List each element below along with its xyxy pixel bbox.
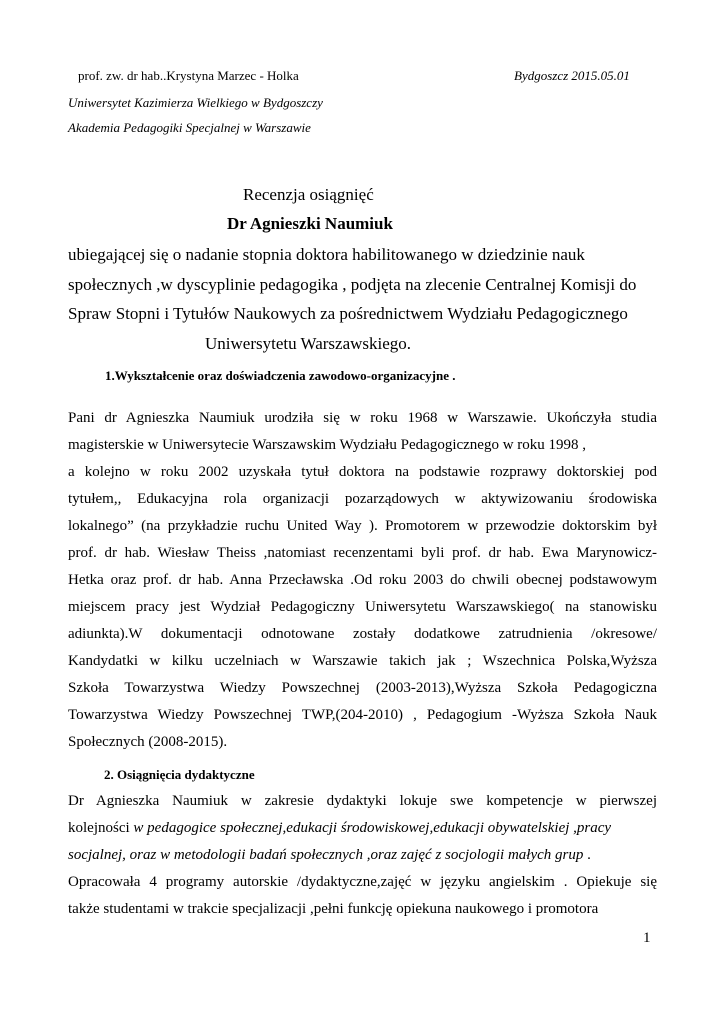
paragraph-line (68, 847, 591, 864)
italic-text: w pedagogice społecznej,edukacji środowiskowej,edukacji obywatelskiej ,pracy (133, 820, 612, 836)
paragraph-line: także studentami w trakcie specjalizacji ,pełni funkcję opiekuna naukowego i promotora (68, 901, 599, 917)
paragraph-line (68, 820, 611, 837)
title-line-2: Dr Agnieszki Naumiuk (227, 214, 393, 233)
paragraph-line: magisterskie w Uniwersytecie Warszawskim Wydziału Pedagogicznego w roku 1998 , (68, 437, 587, 453)
author-name: prof. zw. dr hab..Krystyna Marzec - Holka (78, 68, 299, 83)
paragraph-line: prof. dr hab. Wiesław Theiss ,natomiast recenzentami byli prof. dr hab. Ewa Marynowicz- (68, 545, 657, 561)
text-span: . (583, 847, 591, 863)
place-date: Bydgoszcz 2015.05.01 (514, 68, 630, 83)
paragraph-line: Opracowała 4 programy autorskie /dydaktyczne,zajęć w języku angielskim . Opiekuje się (68, 874, 657, 890)
text-span: kolejności (68, 820, 134, 836)
section-2-heading: 2. Osiągnięcia dydaktyczne (104, 767, 255, 782)
paragraph-line: adiunkta).W dokumentacji odnotowane zostały dodatkowe zatrudnienia /okresowe/ (68, 626, 657, 642)
paragraph-line: Szkoła Towarzystwa Wiedzy Powszechnej (2003-2013),Wyższa Szkoła Pedagogiczna (68, 680, 657, 696)
affiliation-1: Uniwersytet Kazimierza Wielkiego w Bydgoszczy (68, 95, 323, 110)
paragraph-line: Dr Agnieszka Naumiuk w zakresie dydaktyki lokuje swe kompetencje w pierwszej (68, 793, 657, 809)
paragraph-line: tytułem,, Edukacyjna rola organizacji pozarządowych w aktywizowaniu środowiska (68, 491, 657, 507)
paragraph-line: Kandydatki w kilku uczelniach w Warszawie takich jak ; Wszechnica Polska,Wyższa (68, 653, 657, 669)
affiliation-2: Akademia Pedagogiki Specjalnej w Warszawie (68, 120, 311, 135)
italic-text: socjalnej, oraz w metodologii badań społecznych ,oraz zajęć z socjologii małych grup (68, 847, 584, 863)
title-line-3: ubiegającej się o nadanie stopnia doktora habilitowanego w dziedzinie nauk (68, 245, 585, 264)
title-line-6: Uniwersytetu Warszawskiego. (205, 334, 412, 353)
paragraph-line: lokalnego” (na przykładzie ruchu United Way ). Promotorem w przewodzie doktorskim był (68, 518, 657, 534)
paragraph-line: a kolejno w roku 2002 uzyskała tytuł doktora na podstawie rozprawy doktorskiej pod (68, 464, 657, 480)
title-line-1: Recenzja osiągnięć (243, 185, 374, 204)
paragraph-line: Hetka oraz prof. dr hab. Anna Przecławska .Od roku 2003 do chwili obecnej podstawowym (68, 572, 657, 588)
paragraph-line: Towarzystwa Wiedzy Powszechnej TWP,(204-2010) , Pedagogium -Wyższa Szkoła Nauk (68, 707, 657, 723)
title-line-5: Spraw Stopni i Tytułów Naukowych za pośrednictwem Wydziału Pedagogicznego (68, 304, 628, 323)
paragraph-line: Pani dr Agnieszka Naumiuk urodziła się w roku 1968 w Warszawie. Ukończyła studia (68, 410, 657, 426)
title-line-4: społecznych ,w dyscyplinie pedagogika , podjęta na zlecenie Centralnej Komisji do (68, 275, 637, 294)
page-number: 1 (643, 930, 651, 946)
section-1-heading: 1.Wykształcenie oraz doświadczenia zawodowo-organizacyjne . (105, 368, 456, 383)
paragraph-line: Społecznych (2008-2015). (68, 734, 228, 750)
paragraph-line: miejscem pracy jest Wydział Pedagogiczny Uniwersytetu Warszawskiego( na stanowisku (68, 599, 657, 615)
